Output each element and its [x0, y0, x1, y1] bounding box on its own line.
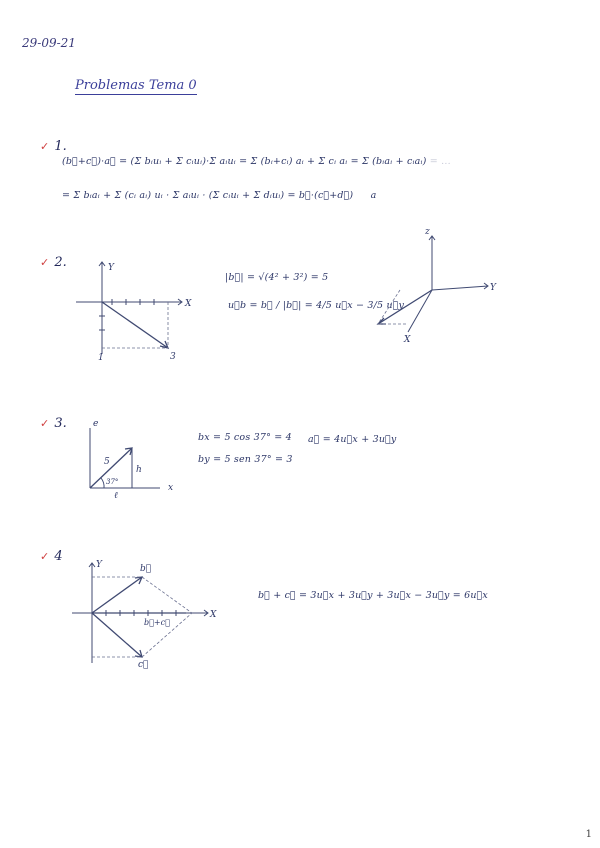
- x-axis-label: X: [210, 610, 217, 620]
- problem-1-header: [40, 135, 67, 154]
- check-mark-icon: ✓: [40, 550, 50, 563]
- problem-number: 1.: [54, 139, 67, 154]
- end-label: 3: [170, 352, 176, 362]
- problem-4-header: [40, 545, 63, 564]
- height-label: h: [136, 465, 142, 475]
- p4-sum-equation: b⃗ + c⃗ = 3u⃗x + 3u⃗y + 3u⃗x − 3u⃗y = 6u⃗x: [258, 590, 488, 601]
- check-mark-icon: ✓: [40, 140, 50, 153]
- sum-label: b⃗+c⃗: [144, 618, 170, 627]
- vector-c: [92, 613, 142, 657]
- c-label: c⃗: [138, 660, 149, 670]
- tick-label: 1: [98, 353, 104, 363]
- problem-3-header: [40, 412, 67, 431]
- y-axis-label: Y: [96, 560, 102, 570]
- p3-bx: bx = 5 cos 37° = 4: [198, 432, 292, 443]
- p2-unit-vector: u⃗b = b⃗ / |b⃗| = 4/5 u⃗x − 3/5 u⃗y: [228, 300, 405, 311]
- vector-3d: [378, 290, 432, 324]
- z-axis-label: z: [425, 227, 430, 237]
- date: 29-09-21: [22, 36, 76, 50]
- y-axis-label: Y: [490, 283, 496, 293]
- p4-diagram: [68, 555, 228, 670]
- problem-2-header: [40, 251, 67, 270]
- base-label: ℓ: [114, 491, 118, 501]
- y-axis-label: e: [93, 419, 99, 429]
- x-axis-label: X: [185, 299, 192, 309]
- vector-b: [92, 577, 142, 613]
- problem-number: 2.: [54, 255, 67, 270]
- p3-vector-a: a⃗ = 4u⃗x + 3u⃗y: [308, 434, 397, 445]
- y-axis: [432, 286, 488, 290]
- vector-b: [102, 302, 168, 348]
- check-mark-icon: ✓: [40, 417, 50, 430]
- problem-1-line-1: [62, 156, 451, 167]
- x-axis-label: X: [404, 335, 411, 345]
- problem-number: 3.: [54, 416, 67, 431]
- page-number: 1: [585, 829, 592, 840]
- p3-diagram: [80, 420, 180, 500]
- equation-end: a: [370, 190, 377, 201]
- p3-by: by = 5 sen 37° = 3: [198, 454, 293, 465]
- equation: = Σ bᵢaᵢ + Σ (cᵢ aᵢ) uᵢ · Σ aᵢuᵢ · (Σ cᵢuᵢ + Σ dᵢuᵢ) = b⃗·(c⃗+d⃗): [62, 190, 354, 201]
- p2-magnitude: |b⃗| = √(4² + 3²) = 5: [225, 272, 329, 283]
- page-title: Problemas Tema 0: [75, 78, 197, 93]
- x-axis: [408, 290, 432, 332]
- check-mark-icon: ✓: [40, 256, 50, 269]
- y-axis-label: Y: [108, 263, 114, 273]
- b-label: b⃗: [140, 564, 152, 574]
- equation: (b⃗+c⃗)·a⃗ = (Σ bᵢuᵢ + Σ cᵢuᵢ)·Σ aᵢuᵢ = Σ (bᵢ+cᵢ) aᵢ + Σ cᵢ aᵢ = Σ (bᵢaᵢ + cᵢaᵢ): [62, 156, 427, 167]
- p2-3d-diagram: [370, 228, 510, 348]
- problem-number: 4: [54, 549, 63, 564]
- problem-1-line-2: [62, 190, 376, 201]
- equation-faded: = ...: [429, 156, 451, 167]
- hypotenuse-label: 5: [104, 457, 110, 467]
- p2-planar-diagram: [70, 258, 200, 368]
- angle-label: 37°: [106, 478, 119, 486]
- x-axis-label: x: [168, 483, 174, 493]
